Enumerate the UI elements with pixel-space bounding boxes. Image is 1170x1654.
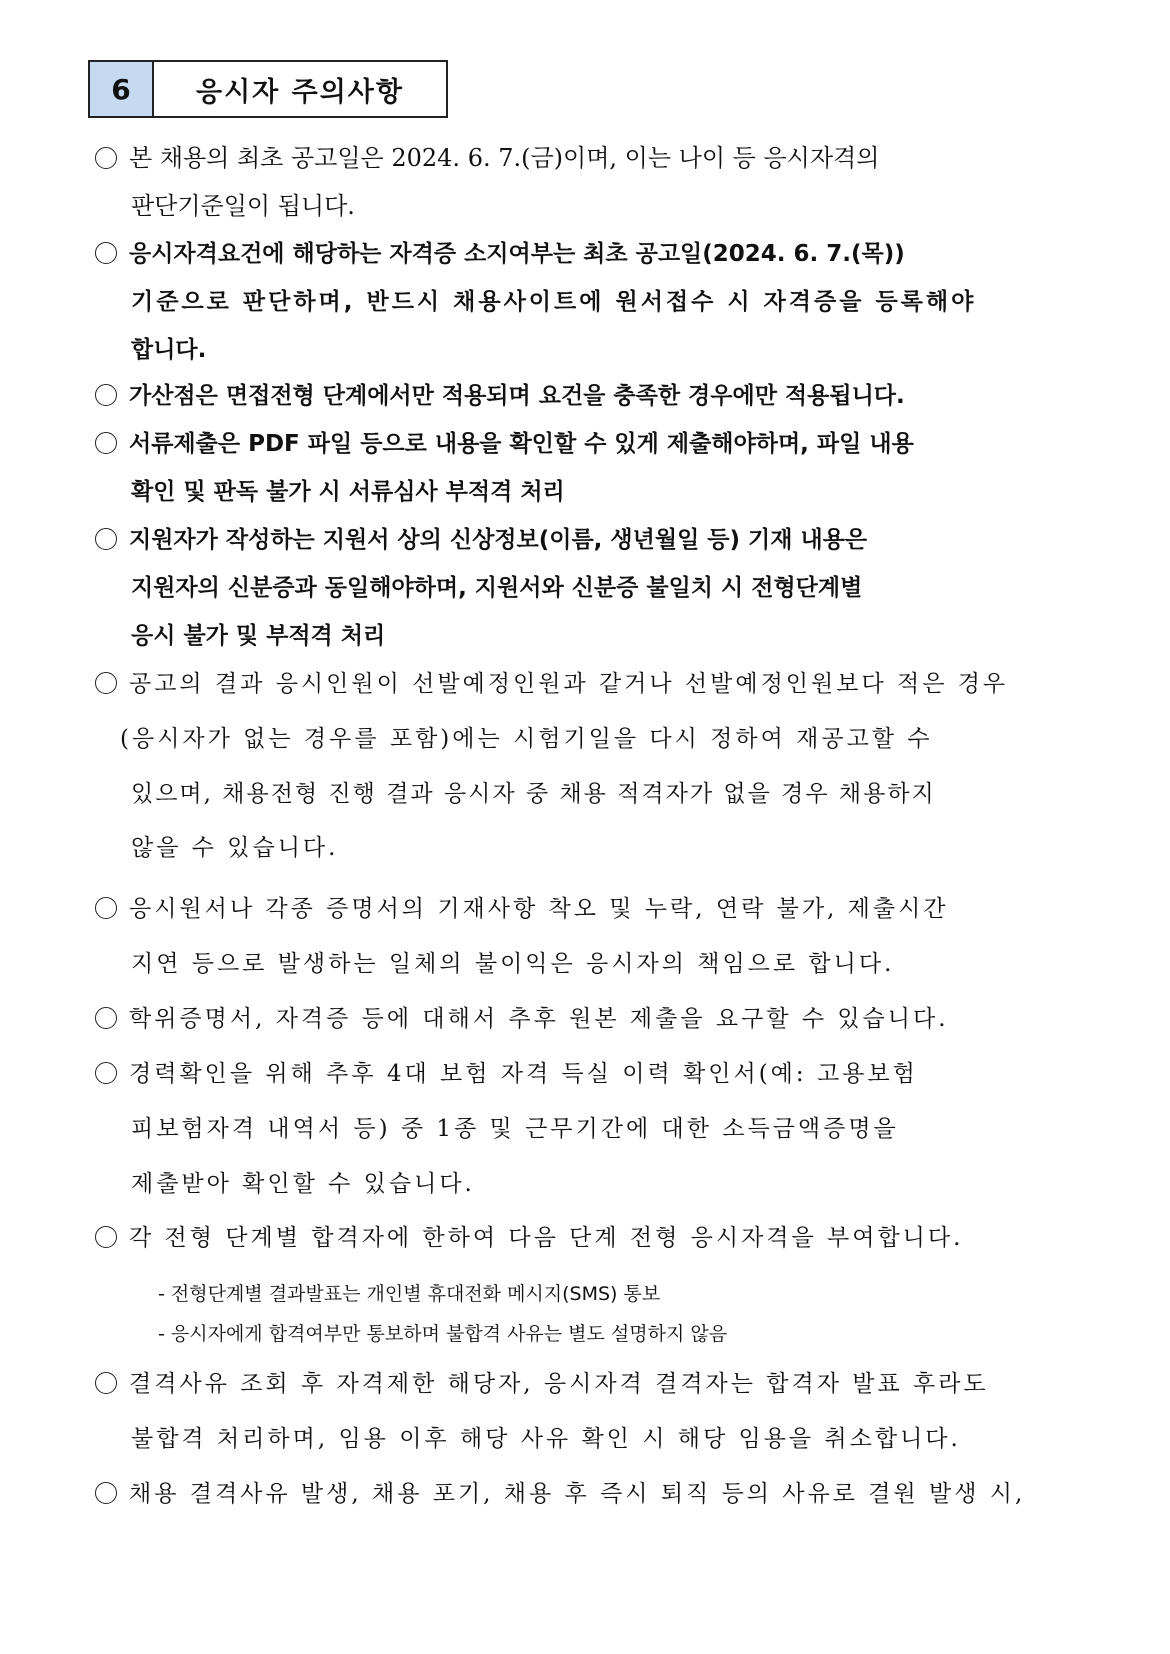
section-header [88, 60, 448, 118]
circle-bullet-icon [95, 384, 117, 406]
notice-line: 각 전형 단계별 합격자에 한하여 다음 단계 전형 응시자격을 부여합니다. [95, 1222, 963, 1254]
notice-line: 합니다. [131, 337, 207, 363]
circle-bullet-icon [95, 1226, 117, 1248]
notice-line: 본 채용의 최초 공고일은 2024. 6. 7.(금)이며, 이는 나이 등 응시자격의 [95, 142, 879, 174]
circle-bullet-icon [95, 1062, 117, 1084]
circle-bullet-icon [95, 1372, 117, 1394]
notice-line: 않을 수 있습니다. [131, 835, 339, 861]
notice-line: 지원자의 신분증과 동일해야하며, 지원서와 신분증 불일치 시 전형단계별 [131, 575, 863, 601]
notice-line: 채용 결격사유 발생, 채용 포기, 채용 후 즉시 퇴직 등의 사유로 결원 발생 시, [95, 1478, 1025, 1510]
notice-line: 학위증명서, 자격증 등에 대해서 추후 원본 제출을 요구할 수 있습니다. [95, 1003, 949, 1035]
notice-line: 응시원서나 각종 증명서의 기재사항 착오 및 누락, 연락 불가, 제출시간 [95, 893, 949, 925]
circle-bullet-icon [95, 147, 117, 169]
circle-bullet-icon [95, 432, 117, 454]
notice-line: 있으며, 채용전형 진행 결과 응시자 중 채용 적격자가 없을 경우 채용하지 [131, 781, 936, 807]
notice-line: 확인 및 판독 불가 시 서류심사 부적격 처리 [131, 479, 565, 505]
notice-line: 불합격 처리하며, 임용 이후 해당 사유 확인 시 해당 임용을 취소합니다. [131, 1426, 961, 1452]
notice-line: 지원자가 작성하는 지원서 상의 신상정보(이름, 생년월일 등) 기재 내용은 [95, 524, 867, 556]
notice-line: 피보험자격 내역서 등) 중 1종 및 근무기간에 대한 소득금액증명을 [131, 1116, 899, 1142]
notice-sub-item: - 전형단계별 결과발표는 개인별 휴대전화 메시지(SMS) 통보 [158, 1283, 661, 1305]
section-title: 응시자 주의사항 [196, 76, 404, 108]
notice-line: 가산점은 면접전형 단계에서만 적용되며 요건을 충족한 경우에만 적용됩니다. [95, 380, 905, 412]
circle-bullet-icon [95, 1007, 117, 1029]
notice-line: 지연 등으로 발생하는 일체의 불이익은 응시자의 책임으로 합니다. [131, 951, 895, 977]
circle-bullet-icon [95, 897, 117, 919]
notice-line: 판단기준일이 됩니다. [131, 192, 355, 220]
notice-line: (응시자가 없는 경우를 포함)에는 시험기일을 다시 정하여 재공고할 수 [120, 726, 933, 752]
notice-line: 응시 불가 및 부적격 처리 [131, 623, 386, 649]
notice-line: 결격사유 조회 후 자격제한 해당자, 응시자격 결격자는 합격자 발표 후라도 [95, 1368, 989, 1400]
notice-line: 제출받아 확인할 수 있습니다. [131, 1171, 475, 1197]
notice-line: 공고의 결과 응시인원이 선발예정인원과 같거나 선발예정인원보다 적은 경우 [95, 668, 1008, 700]
notice-line: 응시자격요건에 해당하는 자격증 소지여부는 최초 공고일(2024. 6. 7.(목)) [95, 238, 905, 270]
notice-line: 경력확인을 위해 추후 4대 보험 자격 득실 이력 확인서(예: 고용보험 [95, 1058, 918, 1090]
circle-bullet-icon [95, 528, 117, 550]
notice-line: 기준으로 판단하며, 반드시 채용사이트에 원서접수 시 자격증을 등록해야 [131, 289, 977, 315]
circle-bullet-icon [95, 672, 117, 694]
circle-bullet-icon [95, 1482, 117, 1504]
circle-bullet-icon [95, 242, 117, 264]
section-number: 6 [90, 62, 154, 116]
notice-line: 서류제출은 PDF 파일 등으로 내용을 확인할 수 있게 제출해야하며, 파일 내용 [95, 428, 914, 460]
notice-sub-item: - 응시자에게 합격여부만 통보하며 불합격 사유는 별도 설명하지 않음 [158, 1323, 728, 1345]
